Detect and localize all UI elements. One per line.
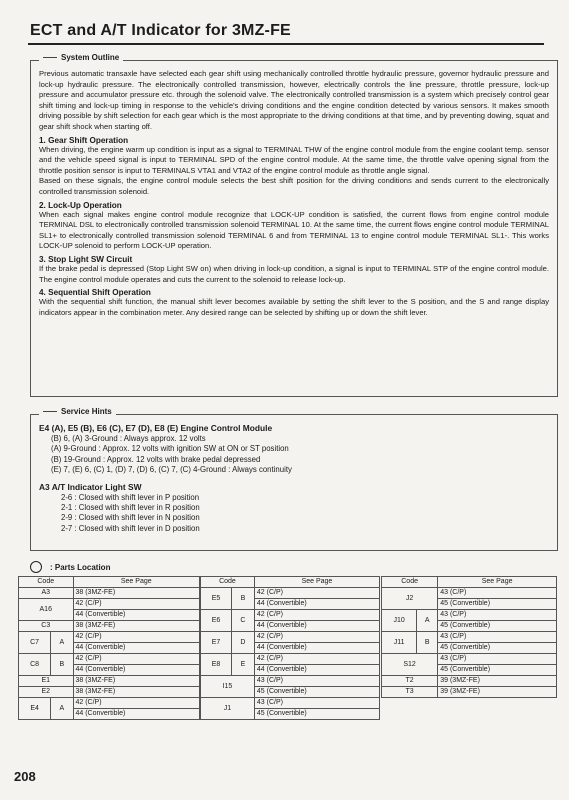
table-row xyxy=(19,676,200,687)
suffix-cell: A xyxy=(51,698,73,720)
code-cell: T2 xyxy=(382,676,438,687)
code-cell: E2 xyxy=(19,687,74,698)
suffix-cell: B xyxy=(51,654,73,676)
suffix-cell: A xyxy=(51,632,73,654)
code-cell: J10 xyxy=(382,610,417,632)
page-cell: 45 (Convertible) xyxy=(438,665,557,676)
page-cell: 42 (C/P) xyxy=(73,599,200,610)
table-row xyxy=(201,654,380,665)
table-row xyxy=(201,610,380,621)
col-code: Code xyxy=(19,577,74,588)
system-outline-legend xyxy=(39,53,123,62)
page-cell: 39 (3MZ-FE) xyxy=(438,687,557,698)
page-cell: 38 (3MZ-FE) xyxy=(73,621,200,632)
service-hints-label: Service Hints xyxy=(61,407,112,416)
page-cell: 42 (C/P) xyxy=(254,588,379,599)
table-row xyxy=(19,588,200,599)
table-row xyxy=(382,588,557,599)
page-cell: 39 (3MZ-FE) xyxy=(438,676,557,687)
page-cell: 43 (C/P) xyxy=(254,676,379,687)
page-cell: 45 (Convertible) xyxy=(438,643,557,654)
ecm-line: (B) 6, (A) 3-Ground : Always approx. 12 volts xyxy=(51,434,206,443)
page-cell: 44 (Convertible) xyxy=(254,599,379,610)
page-cell: 42 (C/P) xyxy=(73,698,200,709)
page-cell: 44 (Convertible) xyxy=(73,665,200,676)
code-cell: A16 xyxy=(19,599,74,621)
system-outline-label: System Outline xyxy=(61,53,120,62)
page-cell: 38 (3MZ-FE) xyxy=(73,687,200,698)
table-row xyxy=(201,698,380,709)
suffix-cell: A xyxy=(417,610,438,632)
page-cell: 38 (3MZ-FE) xyxy=(73,676,200,687)
page-cell: 43 (C/P) xyxy=(438,632,557,643)
table-row xyxy=(201,676,380,687)
page-cell: 45 (Convertible) xyxy=(254,687,379,698)
code-cell: E8 xyxy=(201,654,232,676)
section-heading: 1. Gear Shift Operation xyxy=(39,135,129,145)
col-page: See Page xyxy=(438,577,557,588)
code-cell: E6 xyxy=(201,610,232,632)
ecm-line: (B) 19-Ground : Approx. 12 volts with brake pedal depressed xyxy=(51,454,261,464)
section-text: When each signal makes engine control module recognize that LOCK-UP condition is satisfied, the current flows from engine control module TERMINAL DSL to electronically controlled transmission solenoid TERMINAL 10. At the same time, the current flows engine control module TERMINAL SL1+ to electronically controlled transmission solenoid TERMINAL 6 and from TERMINAL 13 to engine control module TERMINAL SL1-. This works LOCK-UP solenoid to perform LOCK-UP operation. xyxy=(39,209,549,251)
page-cell: 45 (Convertible) xyxy=(438,599,557,610)
code-cell: A3 xyxy=(19,588,74,599)
code-cell: C7 xyxy=(19,632,51,654)
table-row xyxy=(19,599,200,610)
col-page: See Page xyxy=(254,577,379,588)
suffix-cell: C xyxy=(231,610,254,632)
code-cell: T3 xyxy=(382,687,438,698)
ecm-line: (E) 7, (E) 6, (C) 1, (D) 7, (D) 6, (C) 7, (C) 4-Ground : Always continuity xyxy=(51,465,292,475)
ecm-line: (A) 9-Ground : Approx. 12 volts with ignition SW at ON or ST position xyxy=(51,444,289,454)
page-cell: 44 (Convertible) xyxy=(73,643,200,654)
page-cell: 45 (Convertible) xyxy=(254,709,379,720)
service-hints-box xyxy=(30,407,558,551)
table-row xyxy=(382,654,557,665)
table-row xyxy=(19,698,200,709)
suffix-cell: B xyxy=(417,632,438,654)
code-cell: E1 xyxy=(19,676,74,687)
code-cell: I15 xyxy=(201,676,255,698)
section-sequential-shift xyxy=(35,288,553,318)
page-cell: 45 (Convertible) xyxy=(438,621,557,632)
section-text: When driving, the engine warm up condition is input as a signal to TERMINAL THW of the engine control module from the engine coolant temp. sensor and the vehicle speed signal is input to TERMINAL SPD of the engine control module. At the same time, the throttle valve opening signal from the throttle position sensor is input to TERMINALS VTA1 and VTA2 of the engine control module as throttle angle signal. xyxy=(39,144,549,175)
page-cell: 42 (C/P) xyxy=(254,610,379,621)
code-cell: C8 xyxy=(19,654,51,676)
page-number: 208 xyxy=(14,769,36,784)
section-gear-shift xyxy=(35,136,553,198)
page-cell: 42 (C/P) xyxy=(254,654,379,665)
page-cell: 42 (C/P) xyxy=(254,632,379,643)
a3-line: 2-9 : Closed with shift lever in N position xyxy=(61,513,200,523)
table-row xyxy=(382,632,557,643)
page-cell: 42 (C/P) xyxy=(73,654,200,665)
parts-location-label: : Parts Location xyxy=(50,562,111,572)
code-cell: S12 xyxy=(382,654,438,676)
section-stop-light xyxy=(35,255,553,285)
section-lock-up xyxy=(35,201,553,252)
a3-title: A3 A/T Indicator Light SW xyxy=(39,481,142,492)
page-title: ECT and A/T Indicator for 3MZ-FE xyxy=(30,22,291,39)
suffix-cell: B xyxy=(231,588,254,610)
col-code: Code xyxy=(201,577,255,588)
section-heading: 4. Sequential Shift Operation xyxy=(39,288,151,298)
service-hints-legend xyxy=(39,407,116,416)
page-cell: 44 (Convertible) xyxy=(254,621,379,632)
a3-line: 2-1 : Closed with shift lever in R position xyxy=(61,503,200,513)
system-outline-box xyxy=(30,53,558,397)
page-cell: 44 (Convertible) xyxy=(73,709,200,720)
system-outline-intro: Previous automatic transaxle have selected each gear shift using mechanically controlled throttle hydraulic pressure, governor hydraulic pressure and lock-up hydraulic pressure. The electronically controlled transmission, however, electrically controls the line pressure, throttle pressure, lock-up pressure and accumulator pressure etc. through the solenoid valve. The electronically controlled transmission is a system which precisely control gear shift timing and lock-up timing in response to the vehicle's driving conditions and the engine condition detected by various sensors. It makes smooth driving possible by shift selection for each gear which is the most appropriate to the driving conditions at that time, and by preventing dowing, squat and gear shift shock when starting off. xyxy=(39,69,549,131)
code-cell: J2 xyxy=(382,588,438,610)
circle-icon xyxy=(30,561,42,573)
col-page: See Page xyxy=(73,577,200,588)
ecm-title: E4 (A), E5 (B), E6 (C), E7 (D), E8 (E) Engine Control Module xyxy=(39,423,273,433)
page-cell: 44 (Convertible) xyxy=(254,643,379,654)
code-cell: J1 xyxy=(201,698,255,720)
table-row xyxy=(19,654,200,665)
section-heading: 2. Lock-Up Operation xyxy=(39,200,122,210)
section-text: With the sequential shift function, the manual shift lever becomes available by setting the shift lever to the S position, and the S and range display indicators appear in the combination meter. Any desired range can be selected by shifting up or down the shift lever. xyxy=(39,297,549,317)
page-cell: 44 (Convertible) xyxy=(73,610,200,621)
parts-table-2 xyxy=(200,576,380,720)
a3-line: 2-7 : Closed with shift lever in D position xyxy=(61,523,200,533)
page-cell: 43 (C/P) xyxy=(438,654,557,665)
table-row xyxy=(201,632,380,643)
page-cell: 43 (C/P) xyxy=(438,588,557,599)
page-cell: 44 (Convertible) xyxy=(254,665,379,676)
code-cell: E4 xyxy=(19,698,51,720)
table-row xyxy=(19,632,200,643)
table-row xyxy=(19,621,200,632)
section-text: If the brake pedal is depressed (Stop Light SW on) when driving in lock-up condition, a signal is input to TERMINAL STP of the engine control module. The engine control module operates and cuts the current to the solenoid to release lock-up. xyxy=(39,263,549,284)
code-cell: J11 xyxy=(382,632,417,654)
table-row xyxy=(201,588,380,599)
table-row xyxy=(382,676,557,687)
a3-line: 2-6 : Closed with shift lever in P position xyxy=(61,492,200,502)
section-text-2: Based on these signals, the engine control module selects the best shift position for the driving conditions and sends current to the electronically controlled transmission solenoid. xyxy=(39,176,549,196)
table-row xyxy=(382,610,557,621)
page-cell: 42 (C/P) xyxy=(73,632,200,643)
parts-table-3 xyxy=(381,576,557,698)
parts-location-heading xyxy=(30,561,110,573)
col-code: Code xyxy=(382,577,438,588)
code-cell: E7 xyxy=(201,632,232,654)
suffix-cell: E xyxy=(231,654,254,676)
table-row xyxy=(382,687,557,698)
code-cell: C3 xyxy=(19,621,74,632)
page-cell: 43 (C/P) xyxy=(438,610,557,621)
page-cell: 43 (C/P) xyxy=(254,698,379,709)
page-cell: 38 (3MZ-FE) xyxy=(73,588,200,599)
parts-table-1 xyxy=(18,576,200,720)
table-row xyxy=(19,687,200,698)
section-heading: 3. Stop Light SW Circuit xyxy=(39,254,133,264)
code-cell: E5 xyxy=(201,588,232,610)
title-rule xyxy=(28,43,544,45)
suffix-cell: D xyxy=(231,632,254,654)
